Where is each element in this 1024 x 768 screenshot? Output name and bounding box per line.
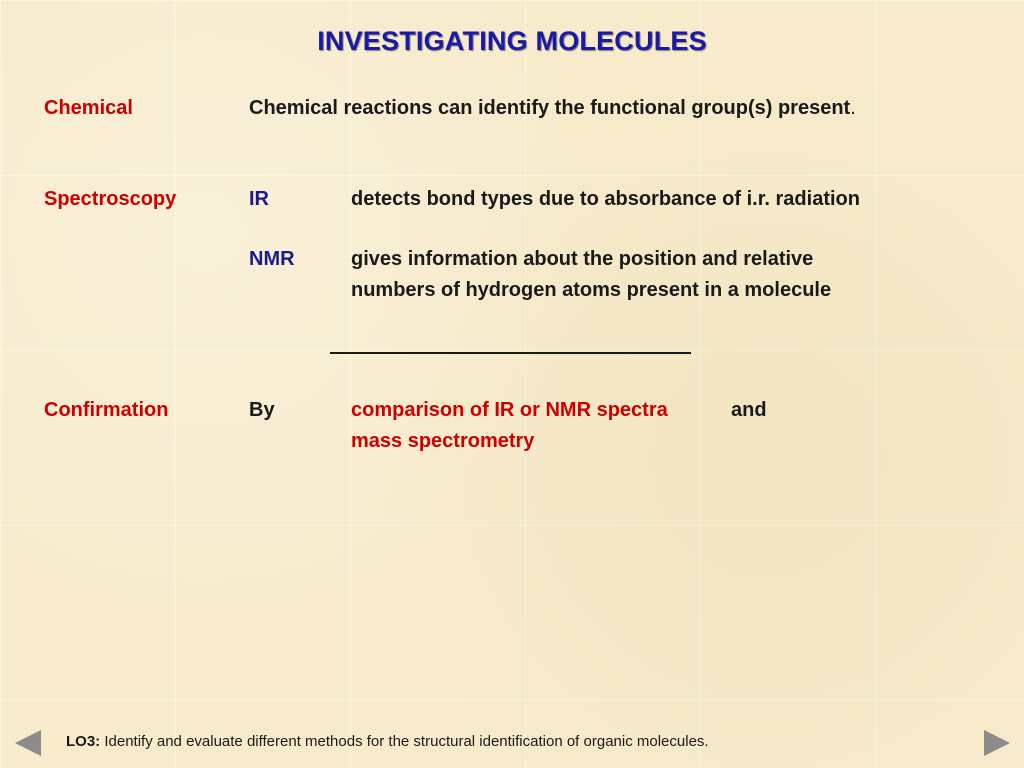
chemical-period: . [850,97,856,119]
nmr-tag: NMR [249,248,295,270]
confirmation-method-spectra: comparison of IR or NMR spectra [351,399,668,421]
slide-title: INVESTIGATING MOLECULES [317,26,707,56]
nmr-description-line2: numbers of hydrogen atoms present in a molecule [351,279,832,301]
confirmation-label: Confirmation [44,399,169,421]
learning-objective-text: Identify and evaluate different methods for the structural identification of organic molecules. [104,733,709,750]
by-label: By [249,399,275,421]
learning-objective [66,733,709,750]
confirmation-method-mass-spec: mass spectrometry [351,430,535,452]
chemical-text: Chemical reactions can identify the functional group(s) present [249,97,851,119]
ir-tag: IR [249,188,269,210]
chemical-label: Chemical [44,97,133,119]
chemical-description [249,97,856,120]
right-triangle-icon[interactable] [984,730,1010,756]
spectroscopy-label: Spectroscopy [44,188,177,210]
nmr-description-line1: gives information about the position and relative [351,248,814,270]
and-label: and [731,399,767,421]
left-triangle-icon[interactable] [15,730,41,756]
learning-objective-code: LO3: [66,733,101,750]
ir-description: detects bond types due to absorbance of i.r. radiation [351,188,860,210]
section-divider [330,352,691,354]
